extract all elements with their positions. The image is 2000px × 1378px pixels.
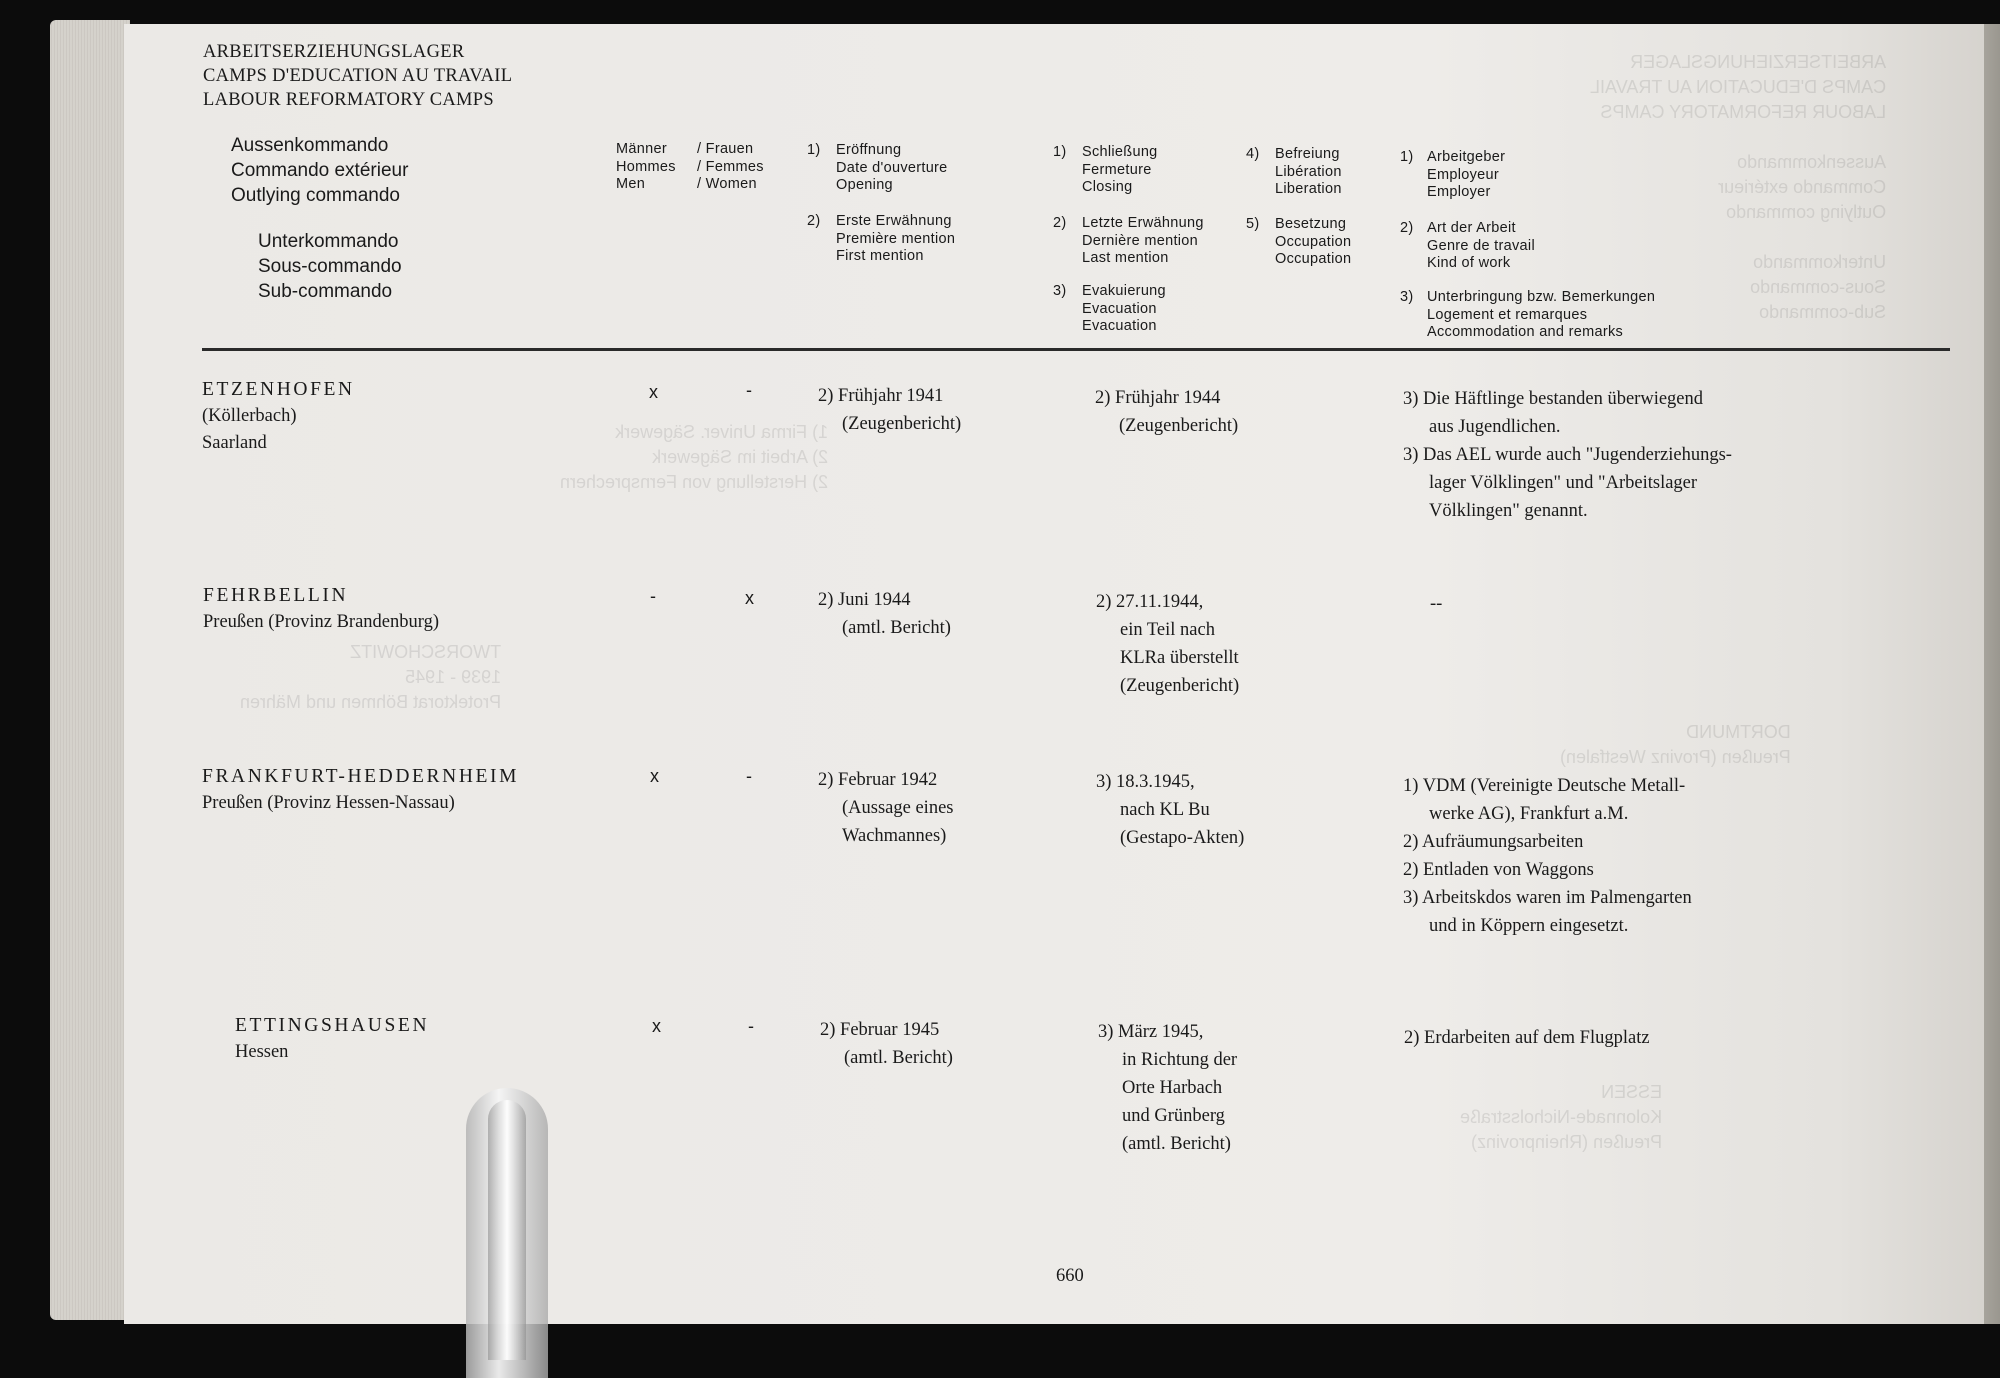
closing-cell: 2) Frühjahr 1944 (Zeugenbericht) <box>1095 388 1239 436</box>
camp-name: ETZENHOFEN <box>202 379 355 400</box>
women-heading: / Frauen / Femmes / Women <box>697 141 764 192</box>
women-mark: - <box>746 766 752 786</box>
accommodation-heading: Unterbringung bzw. Bemerkungen Logement et remarques Accommodation and remarks <box>1427 289 1656 340</box>
opening-cell: 2) Februar 1942 (Aussage eines Wachmannes) <box>818 770 954 846</box>
kind-of-work-heading: Art der Arbeit Genre de travail Kind of work <box>1427 220 1535 271</box>
camp-entry <box>235 1012 429 1066</box>
remarks-cell: 1) VDM (Vereinigte Deutsche Metall- werke AG), Frankfurt a.M. 2) Aufräumungsarbeiten 2) Entladen von Waggons 3) Arbeitskdos waren im Palmengarten und in Köppern eingesetzt. <box>1403 776 1692 936</box>
camp-entry <box>203 582 439 636</box>
women-mark: - <box>748 1016 754 1036</box>
camp-region: Preußen (Provinz Brandenburg) <box>203 612 439 632</box>
sub-commando-heading: Unterkommando Sous-commando Sub-commando <box>258 231 402 302</box>
closing-cell: 3) 18.3.1945, nach KL Bu (Gestapo-Akten) <box>1096 772 1245 848</box>
last-mention-heading: Letzte Erwähnung Dernière mention Last mention <box>1082 215 1204 266</box>
occupation-heading: Besetzung Occupation Occupation <box>1275 216 1352 267</box>
camp-entry <box>202 763 519 817</box>
header-rule <box>202 348 1950 351</box>
remarks-cell: 3) Die Häftlinge bestanden überwiegend aus Jugendlichen. 3) Das AEL wurde auch "Jugenderziehungs- lager Völklingen" und "Arbeitslager Völklingen" genannt. <box>1403 389 1732 521</box>
remarks-cell: -- <box>1430 594 1443 614</box>
title-de: ARBEITSERZIEHUNGSLAGER <box>203 42 465 62</box>
men-heading: Männer Hommes Men <box>616 141 676 192</box>
title-fr: CAMPS D'EDUCATION AU TRAVAIL <box>203 66 513 86</box>
employer-heading: Arbeitgeber Employeur Employer <box>1427 149 1506 200</box>
evacuation-heading-num: 3) <box>1053 283 1067 299</box>
last-mention-heading-num: 2) <box>1053 215 1067 231</box>
pen-highlight <box>488 1100 526 1360</box>
kind-of-work-heading-num: 2) <box>1400 220 1414 236</box>
evacuation-heading: Evakuierung Evacuation Evacuation <box>1082 283 1166 334</box>
closing-cell: 3) März 1945, in Richtung der Orte Harbach und Grünberg (amtl. Bericht) <box>1098 1022 1238 1154</box>
title-en: LABOUR REFORMATORY CAMPS <box>203 90 494 110</box>
closing-heading: Schließung Fermeture Closing <box>1082 144 1158 195</box>
men-mark: x <box>652 1016 661 1036</box>
men-mark: - <box>650 586 656 606</box>
opening-cell: 2) Februar 1945 (amtl. Bericht) <box>820 1020 953 1068</box>
camp-region: (Köllerbach) <box>202 406 297 426</box>
remarks-cell: 2) Erdarbeiten auf dem Flugplatz <box>1404 1028 1650 1048</box>
men-mark: x <box>650 766 659 786</box>
first-mention-heading: Erste Erwähnung Première mention First mention <box>836 213 956 264</box>
camp-name: FRANKFURT-HEDDERNHEIM <box>202 766 520 787</box>
opening-heading-num-1: 1) <box>807 142 821 158</box>
book-page-edges <box>50 20 130 1320</box>
outlying-commando-heading: Aussenkommando Commando extérieur Outlying commando <box>231 135 409 206</box>
opening-heading: Eröffnung Date d'ouverture Opening <box>836 142 948 193</box>
camp-region: Saarland <box>202 433 267 453</box>
liberation-heading-num: 4) <box>1246 146 1260 162</box>
camp-name: FEHRBELLIN <box>203 585 349 606</box>
employer-heading-num: 1) <box>1400 149 1414 165</box>
section-title <box>203 40 512 112</box>
women-mark: - <box>746 380 752 400</box>
women-mark: x <box>745 588 754 608</box>
camp-region: Preußen (Provinz Hessen-Nassau) <box>202 793 455 813</box>
closing-cell: 2) 27.11.1944, ein Teil nach KLRa überstellt (Zeugenbericht) <box>1096 592 1240 696</box>
page-number: 660 <box>1056 1266 1084 1286</box>
first-mention-heading-num: 2) <box>807 213 821 229</box>
opening-cell: 2) Frühjahr 1941 (Zeugenbericht) <box>818 386 962 434</box>
camp-entry <box>202 376 355 457</box>
liberation-heading: Befreiung Libération Liberation <box>1275 146 1342 197</box>
camp-region: Hessen <box>235 1042 289 1062</box>
camp-name: ETTINGSHAUSEN <box>235 1015 430 1036</box>
occupation-heading-num: 5) <box>1246 216 1260 232</box>
closing-heading-num: 1) <box>1053 144 1067 160</box>
opening-cell: 2) Juni 1944 (amtl. Bericht) <box>818 590 951 638</box>
accommodation-heading-num: 3) <box>1400 289 1414 305</box>
men-mark: x <box>649 382 658 402</box>
